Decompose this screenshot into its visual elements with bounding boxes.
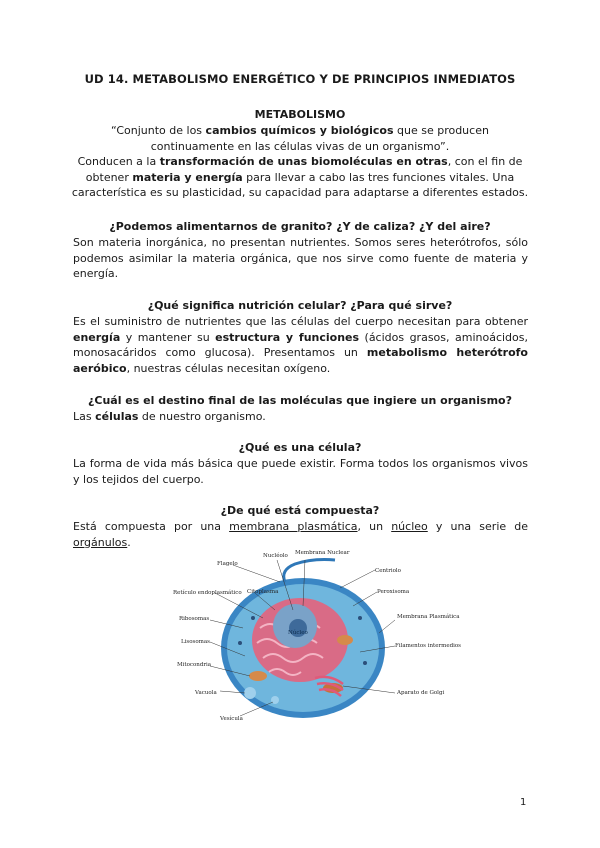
vesicle-shape [271, 696, 279, 704]
destino-heading: ¿Cuál es el destino final de las moléculas que ingiere un organismo? [88, 394, 512, 407]
granito-heading: ¿Podemos alimentarnos de granito? ¿Y de caliza? ¿Y del aire? [109, 220, 491, 233]
cell-diagram [165, 548, 461, 736]
label-centriolo: Centriolo [375, 568, 401, 574]
label-ribosomas: Ribosomas [179, 616, 210, 622]
label-membrana-plasmatica: Membrana Plasmática [397, 614, 460, 620]
label-vesicula: Vesícula [220, 716, 243, 722]
nutricion-heading: ¿Qué significa nutrición celular? ¿Para qué sirve? [147, 299, 453, 312]
mitochondrion-3 [337, 635, 353, 645]
label-nucleolo: Nucléolo [263, 553, 288, 559]
celula-text: La forma de vida más básica que puede existir. Forma todos los organismos vivos y los tejidos del cuerpo. [73, 457, 528, 486]
metabolismo-description: Conducen a la transformación de unas biomoléculas en otras, con el fin de obtener materia y energía para llevar a cabo las tres funciones vitales. Una característica es su plasticidad, su capacidad para adaptarse a diferentes estados. [71, 155, 529, 199]
label-peroxisoma: Peroxisoma [377, 589, 410, 595]
label-flagelo: Flagelo [217, 561, 238, 567]
label-reticulo: Retículo endoplasmático [173, 590, 242, 596]
vacuole-shape [244, 687, 256, 699]
celula-heading: ¿Qué es una célula? [238, 441, 362, 454]
page-number: 1 [520, 797, 527, 808]
compuesta-text: Está compuesta por una membrana plasmática, un núcleo y una serie de orgánulos. [73, 520, 529, 549]
nutricion-text: Es el suministro de nutrientes que las células del cuerpo necesitan para obtener energía y mantener su estructura y funciones (ácidos grasos, aminoácidos, monosacáridos como glucosa). Presentamos un metabolismo heterótrofo aeróbico, nuestras células necesitan oxígeno. [73, 315, 528, 375]
label-lisosomas: Lisosomas [181, 639, 210, 645]
mitochondrion-1 [249, 671, 267, 681]
label-membrana-nuclear: Membrana Nuclear [295, 550, 350, 556]
label-nucleo: Núcleo [288, 630, 308, 636]
compuesta-heading: ¿De qué está compuesta? [220, 504, 380, 517]
metabolismo-definition: “Conjunto de los cambios químicos y biológicos que se producen continuamente en las células vivas de un organismo”. [111, 124, 489, 153]
metabolismo-heading: METABOLISMO [254, 108, 346, 121]
destino-text: Las células de nuestro organismo. [73, 410, 266, 423]
label-citoplasma: Citoplasma [247, 589, 279, 595]
label-golgi: Aparato de Golgi [397, 690, 445, 696]
document-title: UD 14. METABOLISMO ENERGÉTICO Y DE PRINCIPIOS INMEDIATOS [84, 72, 516, 86]
granito-text: Son materia inorgánica, no presentan nutrientes. Somos seres heterótrofos, sólo podemos asimilar la materia orgánica, que nos sirve como fuente de materia y energía. [73, 236, 528, 280]
label-vacuola: Vacuola [195, 690, 217, 696]
label-filamentos: Filamentos intermedios [395, 643, 461, 649]
label-mitocondria: Mitocondria [177, 662, 212, 668]
